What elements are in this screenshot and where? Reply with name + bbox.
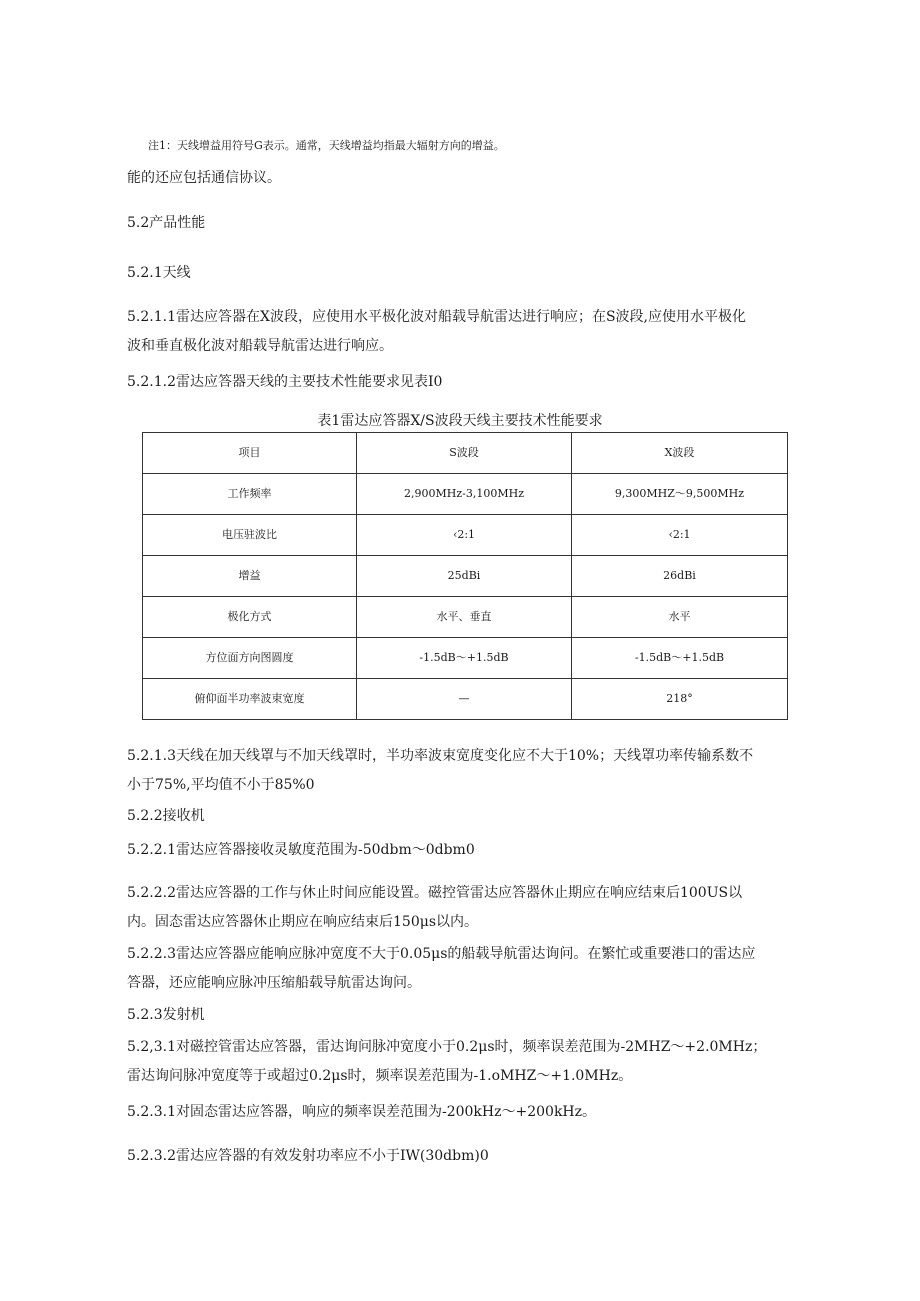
paragraph-5-2-1-1: 5.2.1.1雷达应答器在X波段，应使用水平极化波对船载导航雷达进行响应；在S波段,应使用水平极化 波和垂直极化波对船载导航雷达进行响应。: [127, 309, 746, 354]
paragraph-5-2-1-2: 5.2.1.2雷达应答器天线的主要技术性能要求见表I0: [127, 374, 443, 390]
paragraph-5-2-3-1a: 5.2,3.1对磁控管雷达应答器，雷达询问脉冲宽度小于0.2μs时，频率误差范围为-2MHZ～+2.0MHz； 雷达询问脉冲宽度等于或超过0.2μs时，频率误差范围为-1.oMHZ～+1.0MHz。: [127, 1039, 767, 1084]
paragraph-5-2-3-1b: 5.2.3.1对固态雷达应答器，响应的频率误差范围为-200kHz～+200kHz。: [127, 1104, 597, 1120]
table-cell: 极化方式: [143, 597, 357, 638]
paragraph-5-2-2-3: 5.2.2.3雷达应答器应能响应脉冲宽度不大于0.05μs的船载导航雷达询问。在繁忙或重要港口的雷达应 答器，还应能响应脉冲压缩船载导航雷达询问。: [127, 946, 756, 991]
table-cell: -1.5dB～+1.5dB: [357, 638, 572, 679]
table-row: [143, 556, 788, 597]
table-cell: ‹2:1: [572, 515, 788, 556]
table-cell: -1.5dB～+1.5dB: [572, 638, 788, 679]
table-row: [143, 638, 788, 679]
table-cell: —: [357, 679, 572, 720]
table-cell: 25dBi: [357, 556, 572, 597]
header-cell: S波段: [357, 433, 572, 474]
table-row: [143, 597, 788, 638]
table-cell: 增益: [143, 556, 357, 597]
header-cell: X波段: [572, 433, 788, 474]
table-header-row: [143, 433, 788, 474]
note-text: 注1：天线增益用符号G表示。通常，天线增益均指最大辐射方向的增益。: [148, 139, 505, 152]
section-5-2-3-title: 5.2.3发射机: [127, 1007, 205, 1023]
section-5-2-1-title: 5.2.1天线: [127, 265, 191, 281]
table-cell: 2,900MHz-3,100MHz: [357, 474, 572, 515]
paragraph-5-2-3-2: 5.2.3.2雷达应答器的有效发射功率应不小于IW(30dbm)0: [127, 1148, 489, 1164]
table-cell: 水平: [572, 597, 788, 638]
table-cell: 218°: [572, 679, 788, 720]
intro-line: 能的还应包括通信协议。: [127, 170, 281, 186]
table-cell: 电压驻波比: [143, 515, 357, 556]
paragraph-5-2-2-2: 5.2.2.2雷达应答器的工作与休止时间应能设置。磁控管雷达应答器休止期应在响应结束后100US以 内。固态雷达应答器休止期应在响应结束后150μs以内。: [127, 885, 743, 930]
table-cell: 26dBi: [572, 556, 788, 597]
table-cell: ‹2:1: [357, 515, 572, 556]
paragraph-5-2-1-3: 5.2.1.3天线在加天线罩与不加天线罩时，半功率波束宽度变化应不大于10%；天线罩功率传输系数不 小于75%,平均值不小于85%0: [127, 748, 754, 793]
table-cell: 方位面方向图圆度: [143, 638, 357, 679]
paragraph-5-2-2-1: 5.2.2.1雷达应答器接收灵敏度范围为-50dbm～0dbm0: [127, 842, 475, 858]
header-cell: 项目: [143, 433, 357, 474]
table-row: [143, 679, 788, 720]
section-5-2-title: 5.2产品性能: [127, 215, 206, 231]
section-5-2-2-title: 5.2.2接收机: [127, 808, 205, 824]
table-row: [143, 474, 788, 515]
table-cell: 9,300MHZ～9,500MHz: [572, 474, 788, 515]
spec-table: [142, 432, 788, 720]
table-row: [143, 515, 788, 556]
table-cell: 俯仰面半功率波束宽度: [143, 679, 357, 720]
table-cell: 工作频率: [143, 474, 357, 515]
table-cell: 水平、垂直: [357, 597, 572, 638]
table-caption: 表1雷达应答器X/S波段天线主要技术性能要求: [317, 413, 603, 429]
